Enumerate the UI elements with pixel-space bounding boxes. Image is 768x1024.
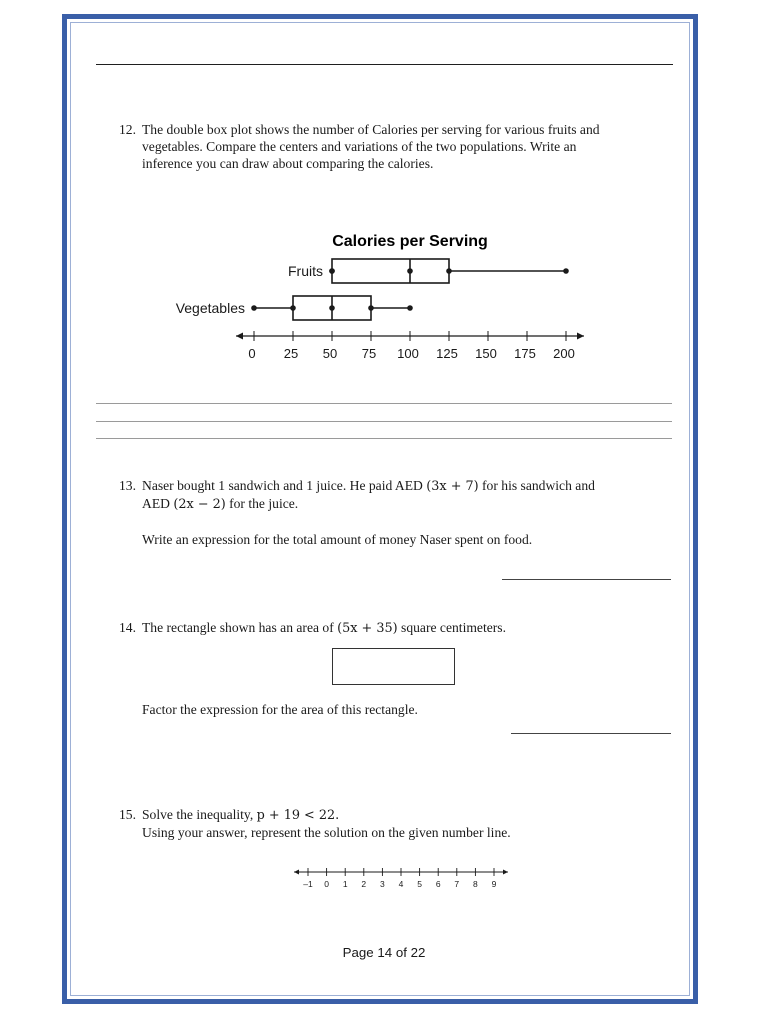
question-prompt: Write an expression for the total amount of money Naser spent on food. [142,532,533,547]
numberline-label: 5 [417,879,422,889]
box-series-fruits [288,259,569,283]
box-series-vegetables [176,296,413,320]
numberline-label: 0 [324,879,329,889]
numberline-label: 1 [342,879,348,889]
answer-line [502,579,671,580]
numberline-arrow-right [503,870,508,875]
page-number: Page 14 of 22 [342,945,426,960]
question-number: 14. [119,620,136,635]
question-text: The double box plot shows the number of Calories per serving for various fruits and vegetables. Compare the centers and variations of the two populations. Write an inference you can draw about comparing the calories. [142,122,600,171]
box-plot-chart [0,220,768,370]
answer-line [511,733,671,734]
data-point [407,268,413,274]
data-point [446,268,452,274]
data-point [407,305,413,311]
series-label: Vegetables [175,300,245,316]
numberline-label: 6 [435,879,441,889]
data-point [290,305,296,311]
answer-line [96,421,672,422]
numberline-label: 7 [454,879,460,889]
tick-label: 50 [322,346,338,361]
answer-line [96,438,672,439]
question-text: Naser bought 1 sandwich and 1 juice. He paid AED (3x + 7) for his sandwich and AED (2x − 2) for the juice. Write an expression for the total amount of money Naser spent on food. [142,477,662,548]
question-text: The rectangle shown has an area of (5x + 35) square centimeters. [142,620,506,636]
tick-label: 25 [283,346,299,361]
data-point [329,305,335,311]
tick-label: 0 [248,346,256,361]
rectangle-figure [332,648,455,685]
data-point [329,268,335,274]
chart-title: Calories per Serving [332,233,488,250]
numberline-label: –1 [303,879,313,889]
answer-line [96,403,672,404]
numberline-label: 9 [491,879,497,889]
tick-label: 200 [553,346,575,361]
question-number: 15. [119,807,136,822]
expression: (3x + 7) [426,479,479,494]
data-point [563,268,569,274]
number-line [290,860,520,900]
numberline-label: 4 [398,879,404,889]
numberline-label: 2 [361,879,367,889]
expression: p + 19 < 22. [256,808,340,823]
axis-arrow-left [236,333,243,340]
numberline-label: 8 [473,879,478,889]
question-text: Solve the inequality, p + 19 < 22. Using your answer, represent the solution on the given number line. [142,807,511,840]
tick-label: 125 [436,346,458,361]
header-rule [96,64,673,65]
tick-label: 75 [361,346,377,361]
tick-label: 150 [475,346,497,361]
question-number: 13. [119,478,136,493]
numberline-label: 3 [380,879,385,889]
expression: (2x − 2) [173,497,226,512]
series-label: Fruits [288,263,323,279]
data-point [368,305,374,311]
tick-label: 100 [397,346,419,361]
expression: (5x + 35) [337,621,398,636]
tick-label: 175 [514,346,536,361]
numberline-arrow-left [294,870,299,875]
box-iqr [332,259,449,283]
data-point [251,305,257,311]
question-number: 12. [119,122,136,137]
axis-arrow-right [577,333,584,340]
